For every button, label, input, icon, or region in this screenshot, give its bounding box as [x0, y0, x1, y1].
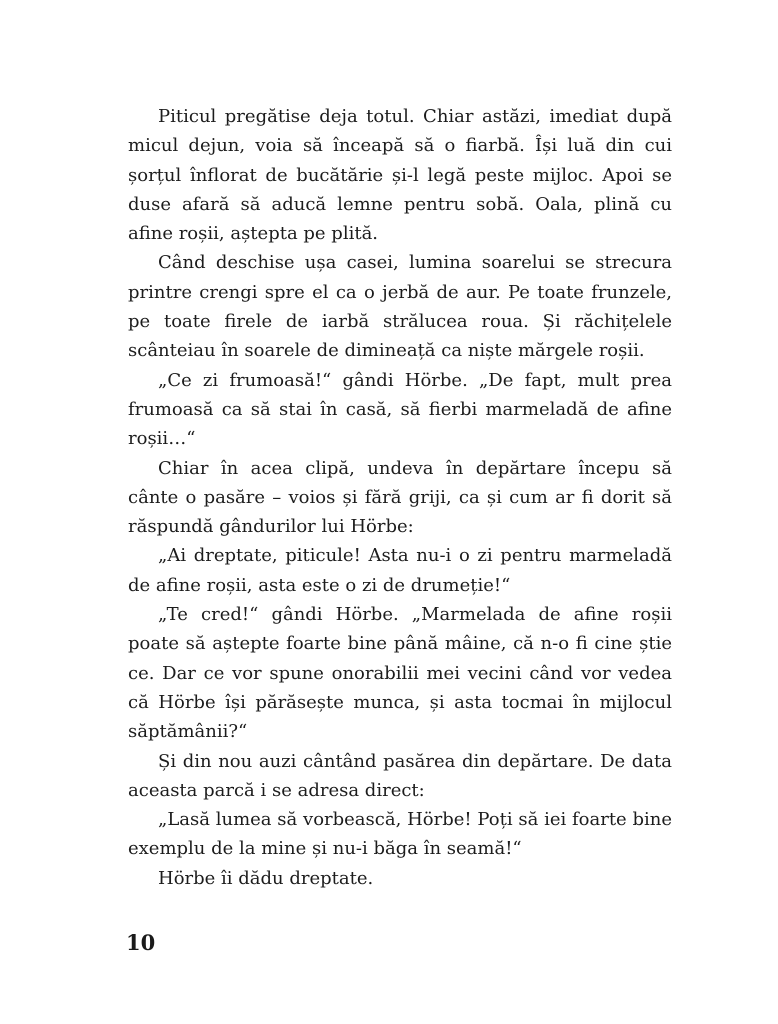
- paragraph-8: „Lasă lumea să vorbească, Hörbe! Poți să iei foarte bine exemplu de la mine și nu-i băga în seamă!“: [128, 809, 672, 860]
- page-number: 10: [126, 930, 156, 955]
- paragraph-7: Și din nou auzi cântând pasărea din depărtare. De data aceasta parcă i se adresa direct:: [128, 750, 672, 801]
- paragraph-3: „Ce zi frumoasă!“ gândi Hörbe. „De fapt, mult prea frumoasă ca să stai în casă, să fierbi marmeladă de afine roșii…“: [128, 369, 672, 450]
- paragraph-2: Când deschise ușa casei, lumina soarelui se strecura printre crengi spre el ca o jerbă de aur. Pe toate frunzele, pe toate firele de iarbă strălucea roua. Și răchițelele scânteiau în soarele de dimineață ca niște mărgele roșii.: [128, 252, 672, 362]
- paragraph-4: Chiar în acea clipă, undeva în depărtare începu să cânte o pasăre – voios și fără griji, ca și cum ar fi dorit să răspundă gândurilor lui Hörbe:: [128, 457, 672, 538]
- paragraph-6: „Te cred!“ gândi Hörbe. „Marmelada de afine roșii poate să aștepte foarte bine până mâine, că n-o fi cine știe ce. Dar ce vor spune onorabilii mei vecini când vor vedea că Hörbe își părăsește munca, și asta tocmai în mijlocul săptămânii?“: [128, 604, 672, 743]
- paragraph-1: Piticul pregătise deja totul. Chiar astăzi, imediat după micul dejun, voia să înceapă să o fiarbă. Își luă din cui șorțul înflorat de bucătărie și-l legă peste mijloc. Apoi se duse afară să aducă lemne pentru sobă. Oala, plină cu afine roșii, aștepta pe plită.: [128, 106, 672, 245]
- paragraph-5: „Ai dreptate, piticule! Asta nu-i o zi pentru marmeladă de afine roșii, asta este o zi de drumeție!“: [128, 545, 672, 596]
- paragraph-9: Hörbe îi dădu dreptate.: [158, 867, 374, 889]
- body-text: [128, 102, 672, 893]
